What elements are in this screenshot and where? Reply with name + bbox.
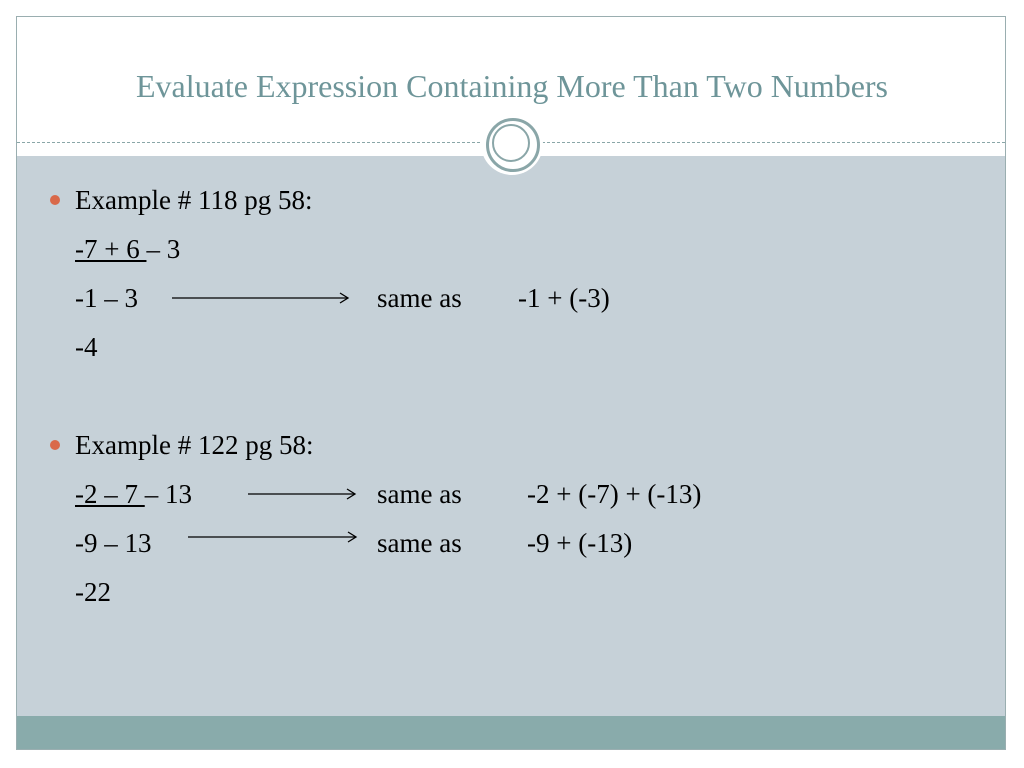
example1-line1-underlined: -7 + 6 <box>75 234 147 264</box>
example1-line2-left: -1 – 3 <box>75 283 138 313</box>
example1-line2-right: -1 + (-3) <box>518 283 610 313</box>
round-bullet-icon <box>50 440 60 450</box>
example2-line1-same-as: same as <box>377 479 462 509</box>
example2-line1-rest: – 13 <box>144 479 192 509</box>
inner-ring-icon <box>492 124 530 162</box>
example1-line2-same-as: same as <box>377 283 462 313</box>
example2-line2-right: -9 + (-13) <box>527 528 633 558</box>
example2-line1-underlined: -2 – 7 <box>75 479 145 509</box>
right-arrow-icon <box>188 529 360 545</box>
example1-line3: -4 <box>75 332 98 362</box>
example1-line1-rest: – 3 <box>146 234 181 264</box>
example1-line1 <box>75 233 180 265</box>
footer-bar <box>17 716 1005 749</box>
example2-line2-same-as: same as <box>377 528 462 558</box>
example2-line1-right: -2 + (-7) + (-13) <box>527 479 702 509</box>
right-arrow-icon <box>248 486 358 502</box>
example1-heading: Example # 118 pg 58: <box>75 185 313 215</box>
example2-line2-left: -9 – 13 <box>75 528 152 558</box>
right-arrow-icon <box>172 290 352 306</box>
slide-title: Evaluate Expression Containing More Than Two Numbers <box>136 68 888 104</box>
example2-line3: -22 <box>75 577 111 607</box>
example2-line1 <box>75 478 192 510</box>
example2-heading: Example # 122 pg 58: <box>75 430 314 460</box>
round-bullet-icon <box>50 195 60 205</box>
